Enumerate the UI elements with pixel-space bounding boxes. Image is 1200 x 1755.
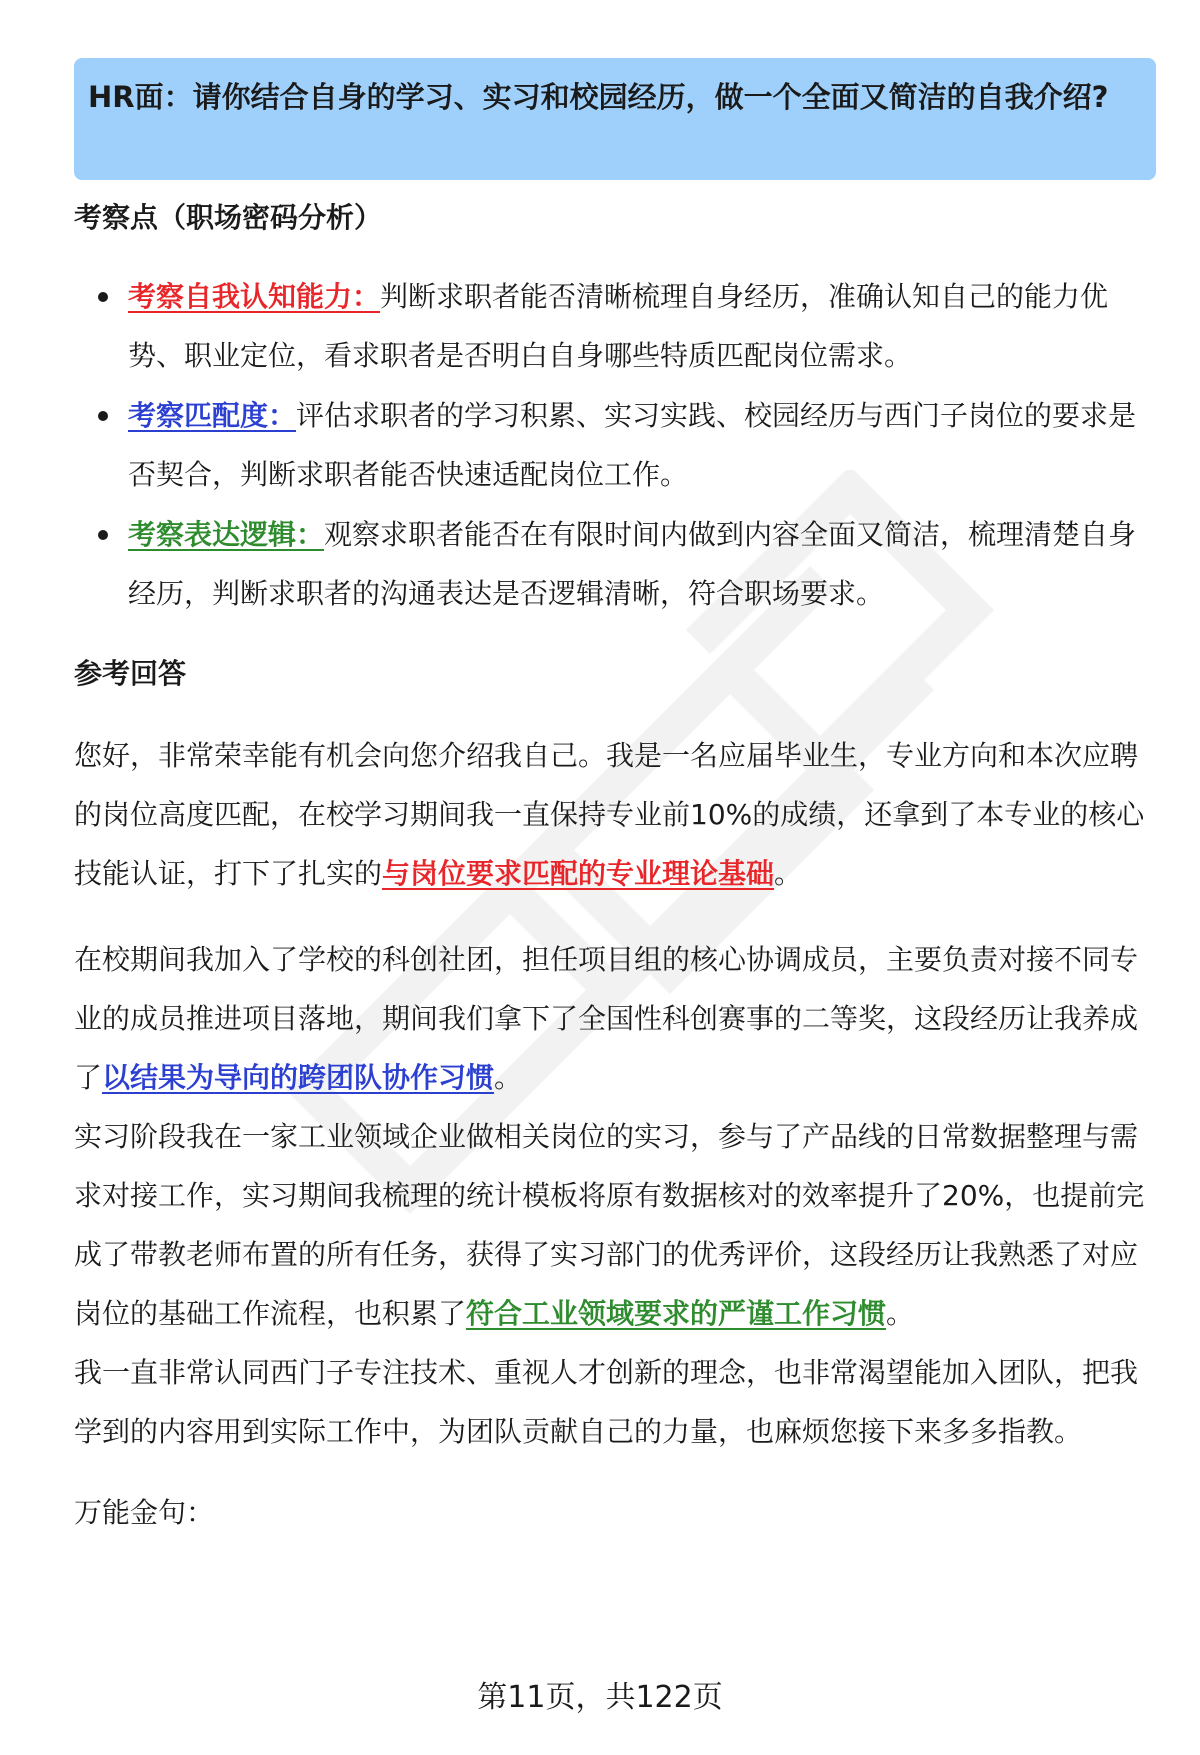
point-item-logic — [90, 505, 1150, 623]
answer-paragraph-4: 我一直非常认同西门子专注技术、重视人才创新的理念，也非常渴望能加入团队，把我学到的内容用到实际工作中，为团队贡献自己的力量，也麻烦您接下来多多指教。 — [74, 1356, 1139, 1448]
points-section-title: 考察点（职场密码分析） — [74, 201, 383, 234]
point-text: 评估求职者的学习积累、实习实践、校园经历与西门子岗位的要求是否契合，判断求职者能否快速适配岗位工作。 — [128, 399, 1137, 491]
point-text: 观察求职者能否在有限时间内做到内容全面又简洁，梳理清楚自身经历，判断求职者的沟通表达是否逻辑清晰，符合职场要求。 — [128, 518, 1137, 610]
answer-section-title: 参考回答 — [74, 657, 187, 690]
answer-paragraph-5: 万能金句： — [74, 1496, 215, 1529]
answer-paragraph-1 — [74, 726, 1154, 903]
page-number: 第11页，共122页 — [477, 1680, 723, 1715]
paragraph-spacer — [74, 1461, 1154, 1483]
question-text: HR面：请你结合自身的学习、实习和校园经历，做一个全面又简洁的自我介绍? — [88, 80, 1109, 114]
point-text: 判断求职者能否清晰梳理自身经历，准确认知自己的能力优势、职业定位，看求职者是否明白自身哪些特质匹配岗位需求。 — [128, 280, 1109, 372]
answer-highlight: 与岗位要求匹配的专业理论基础 — [382, 857, 775, 890]
answer-paragraph-3 — [74, 1107, 1154, 1343]
bullet-icon — [98, 292, 108, 302]
point-item-match — [90, 386, 1150, 504]
answer-highlight: 以结果为导向的跨团队协作习惯 — [102, 1061, 495, 1094]
question-box — [74, 58, 1156, 180]
answer-text: 您好，非常荣幸能有机会向您介绍我自己。我是一名应届毕业生，专业方向和本次应聘的岗位高度匹配，在校学习期间我一直保持专业前10%的成绩，还拿到了本专业的核心技能认证，打下了扎实的 — [74, 739, 1145, 890]
point-keyword: 考察匹配度： — [128, 399, 297, 432]
point-keyword: 考察表达逻辑： — [128, 518, 325, 551]
answer-text: 实习阶段我在一家工业领域企业做相关岗位的实习，参与了产品线的日常数据整理与需求对接工作，实习期间我梳理的统计模板将原有数据核对的效率提升了20%，也提前完成了带教老师布置的所有任务，获得了实习部门的优秀评价，这段经历让我熟悉了对应岗位的基础工作流程，也积累了 — [74, 1120, 1145, 1330]
answer-highlight: 符合工业领域要求的严谨工作习惯 — [466, 1297, 887, 1330]
answer-body — [74, 930, 1154, 1542]
point-keyword: 考察自我认知能力： — [128, 280, 381, 313]
answer-text: 。 — [886, 1297, 915, 1330]
point-item-self-awareness — [90, 267, 1150, 385]
answer-paragraph-2 — [74, 930, 1154, 1107]
point-list — [90, 267, 1150, 624]
answer-text: 在校期间我加入了学校的科创社团，担任项目组的核心协调成员，主要负责对接不同专业的成员推进项目落地，期间我们拿下了全国性科创赛事的二等奖，这段经历让我养成了 — [74, 943, 1139, 1094]
bullet-icon — [98, 530, 108, 540]
answer-text: 。 — [774, 857, 803, 890]
bullet-icon — [98, 411, 108, 421]
answer-text: 。 — [494, 1061, 523, 1094]
